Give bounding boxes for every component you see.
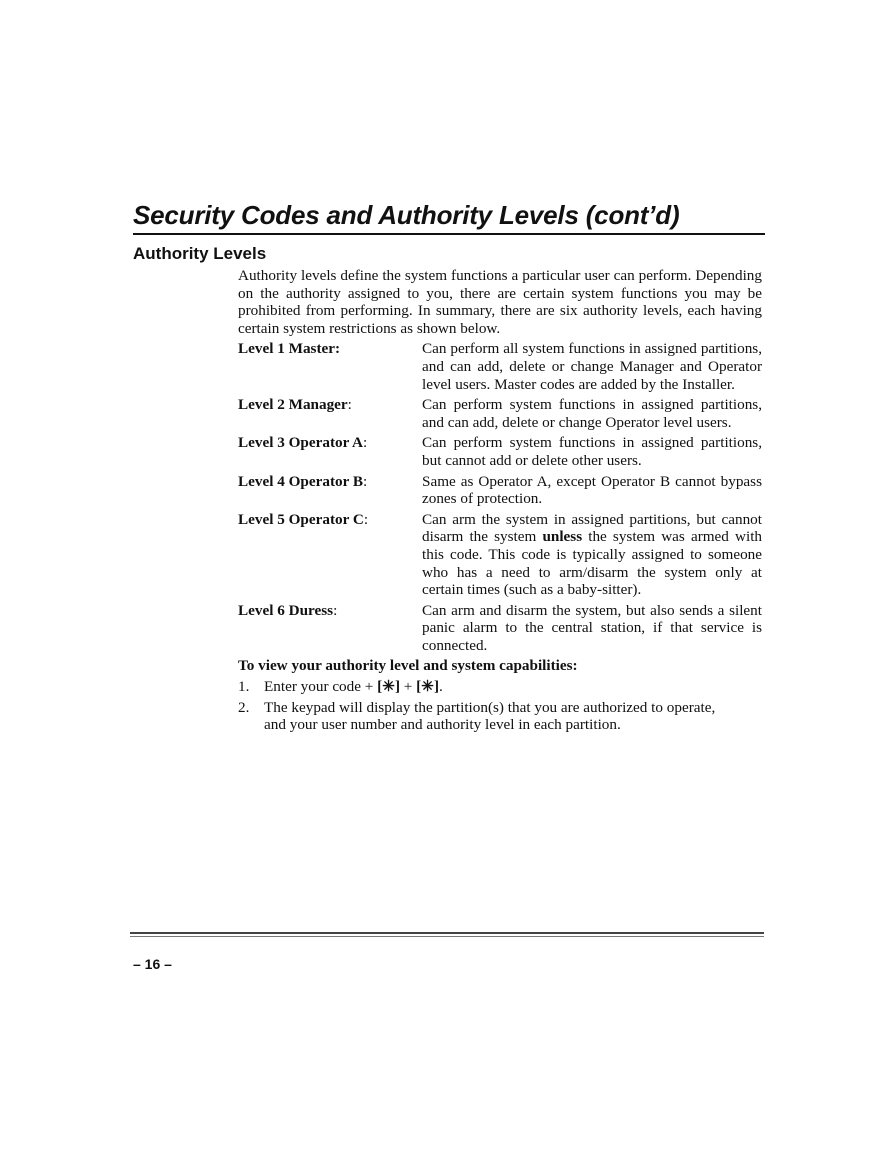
level-row-5 [238,511,762,599]
step-text-part: . [439,678,443,696]
level-row-2 [238,396,762,431]
level-name [238,473,422,508]
level-desc-emphasis: unless [542,528,583,546]
level-colon: : [363,434,368,452]
level-label: Level 1 Master: [238,340,341,358]
step-2 [238,699,762,734]
level-desc-text: the system was armed with this code. This code is typically assigned to someone who has a need to arm/disarm the system only at certain times (such as a baby-sitter). [422,528,763,599]
star-key: [✳] [377,678,400,696]
level-desc-text: Can arm the system in assigned partitions, but cannot disarm the system [422,510,762,546]
level-description: Can perform system functions in assigned partitions, but cannot add or delete other users. [422,434,762,469]
step-text: The keypad will display the partition(s) that you are authorized to operate, and your user number and authority level in each partition. [264,698,716,734]
level-row-4 [238,473,762,508]
level-name [238,511,422,599]
step-text-part: + [400,678,417,696]
level-name [238,396,422,431]
level-row-6 [238,602,762,655]
level-description: Can perform all system functions in assigned partitions, and can add, delete or change Manager and Operator level users. Master codes are added by the Installer. [422,340,762,393]
step-1 [238,678,762,696]
level-description: Same as Operator A, except Operator B cannot bypass zones of protection. [422,472,762,508]
level-colon: : [363,472,368,490]
level-label: Level 2 Manager [238,396,348,414]
step-number: 2. [238,698,250,716]
level-label: Level 6 Duress [238,601,334,619]
level-label: Level 5 Operator C [238,510,364,528]
instructions-heading: To view your authority level and system capabilities: [238,657,578,675]
footer-divider [130,932,764,934]
page-title: Security Codes and Authority Levels (cont’d) [133,198,765,235]
level-colon: : [363,510,369,528]
intro-paragraph: Authority levels define the system functions a particular user can perform. Depending on the authority assigned to you, there are certain system functions you may be prohibited from performing. In summary, there are six authority levels, each having certain system restrictions as shown below. [238,267,762,337]
level-description: Can perform system functions in assigned partitions, and can add, delete or change Operator level users. [422,396,762,431]
level-colon: : [333,601,338,619]
level-row-3 [238,434,762,469]
level-colon: : [347,396,352,414]
footer-divider-secondary [130,936,764,937]
level-name [238,340,422,393]
level-name [238,434,422,469]
level-row-1 [238,340,762,393]
level-description [422,511,762,599]
star-key: [✳] [416,678,440,696]
page-number: – 16 – [133,956,172,972]
step-text [264,678,762,696]
section-heading: Authority Levels [133,244,267,263]
level-label: Level 4 Operator B [238,472,363,490]
level-name [238,602,422,655]
level-description: Can arm and disarm the system, but also sends a silent panic alarm to the central station, if that service is connected. [422,601,762,654]
step-number: 1. [238,678,250,696]
step-text-part: Enter your code + [264,678,378,696]
level-label: Level 3 Operator A [238,434,363,452]
section-body [238,267,762,737]
